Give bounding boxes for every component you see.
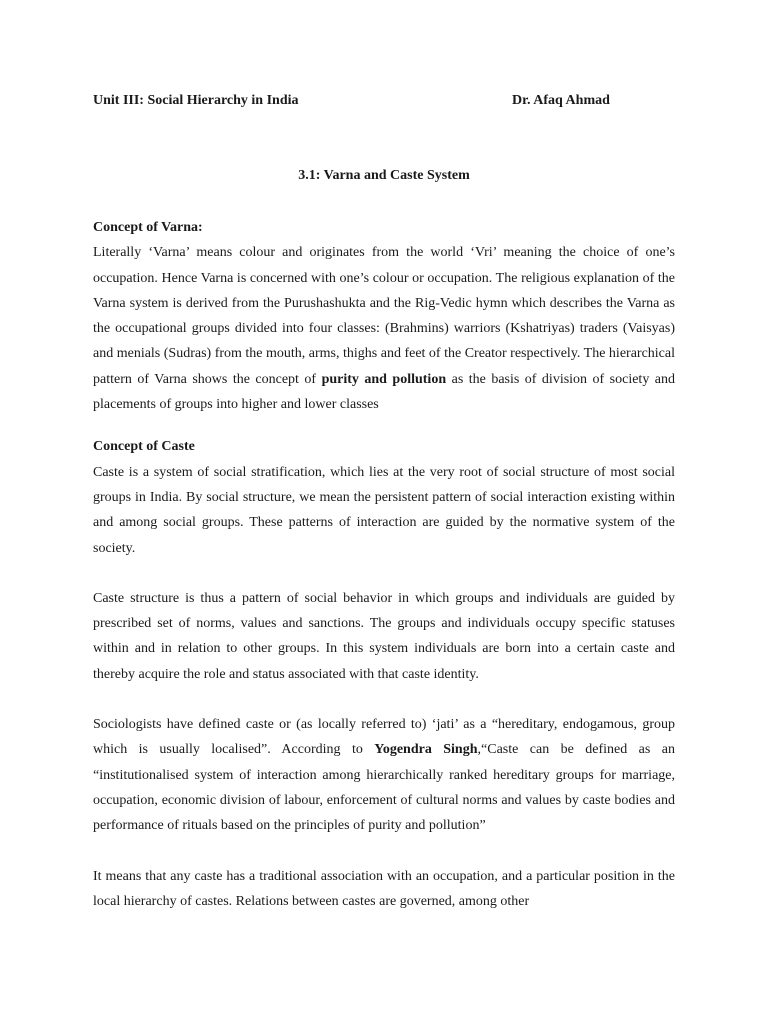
varna-bold-term: purity and pollution	[321, 371, 447, 387]
caste-heading: Concept of Caste	[93, 439, 195, 455]
varna-heading: Concept of Varna:	[93, 220, 203, 235]
spacer	[93, 839, 675, 864]
spacer	[93, 417, 675, 434]
varna-text-1: Literally ‘Varna’ means colour and originates from the world ‘Vri’ meaning the choice of one’s occupation. Hence Varna is concerned with one’s colour or occupation. The religious explanation of the Varna system is derived from the Purushashukta and the Rig-Vedic hymn which describes the Varna as the occupational groups divided into four classes: (Brahmins) warriors (Kshatriyas) traders (Vaisyas) and menials (Sudras) from the mouth, arms, thighs and feet of the Creator respectively. The hierarchical pattern of Varna shows the concept of	[93, 245, 675, 387]
caste-p3-bold-name: Yogendra Singh	[374, 742, 478, 758]
caste-paragraph-4: It means that any caste has a traditional association with an occupation, and a particular position in the local hierarchy of castes. Relations between castes are governed, among other	[93, 868, 675, 909]
caste-p3-text-1: Sociologists have defined caste or (as locally referred to) ‘jati’ as a “hereditary, endogamous, group which is usually localised”. According to	[93, 717, 675, 758]
caste-p3-text-2: ,“Caste can be defined as an “institutionalised system of interaction among hierarchically ranked hereditary groups for marriage, occupation, economic division of labour, enforcement of cultural norms and values by caste bodies and performance of rituals based on the principles of purity and pollution”	[93, 742, 675, 834]
varna-text-2: as the basis of division of society and placements of groups into higher and lower classes	[93, 371, 676, 413]
spacer	[93, 687, 675, 712]
caste-paragraph-3	[93, 712, 675, 838]
author-name: Dr. Afaq Ahmad	[512, 93, 610, 108]
varna-paragraph	[93, 240, 675, 417]
unit-title: Unit III: Social Hierarchy in India	[93, 93, 299, 108]
caste-paragraph-1: Caste is a system of social stratification, which lies at the very root of social structure of most social groups in India. By social structure, we mean the persistent pattern of social interaction existing within and among social groups. These patterns of interaction are guided by the normative system of the society.	[93, 464, 675, 556]
document-body	[93, 215, 675, 914]
spacer	[93, 561, 675, 586]
caste-paragraph-2: Caste structure is thus a pattern of social behavior in which groups and individuals are guided by prescribed set of norms, values and sanctions. The groups and individuals occupy specific statuses within and in relation to other groups. In this system individuals are born into a certain caste and thereby acquire the role and status associated with that caste identity.	[93, 590, 675, 682]
section-title: 3.1: Varna and Caste System	[298, 168, 470, 183]
